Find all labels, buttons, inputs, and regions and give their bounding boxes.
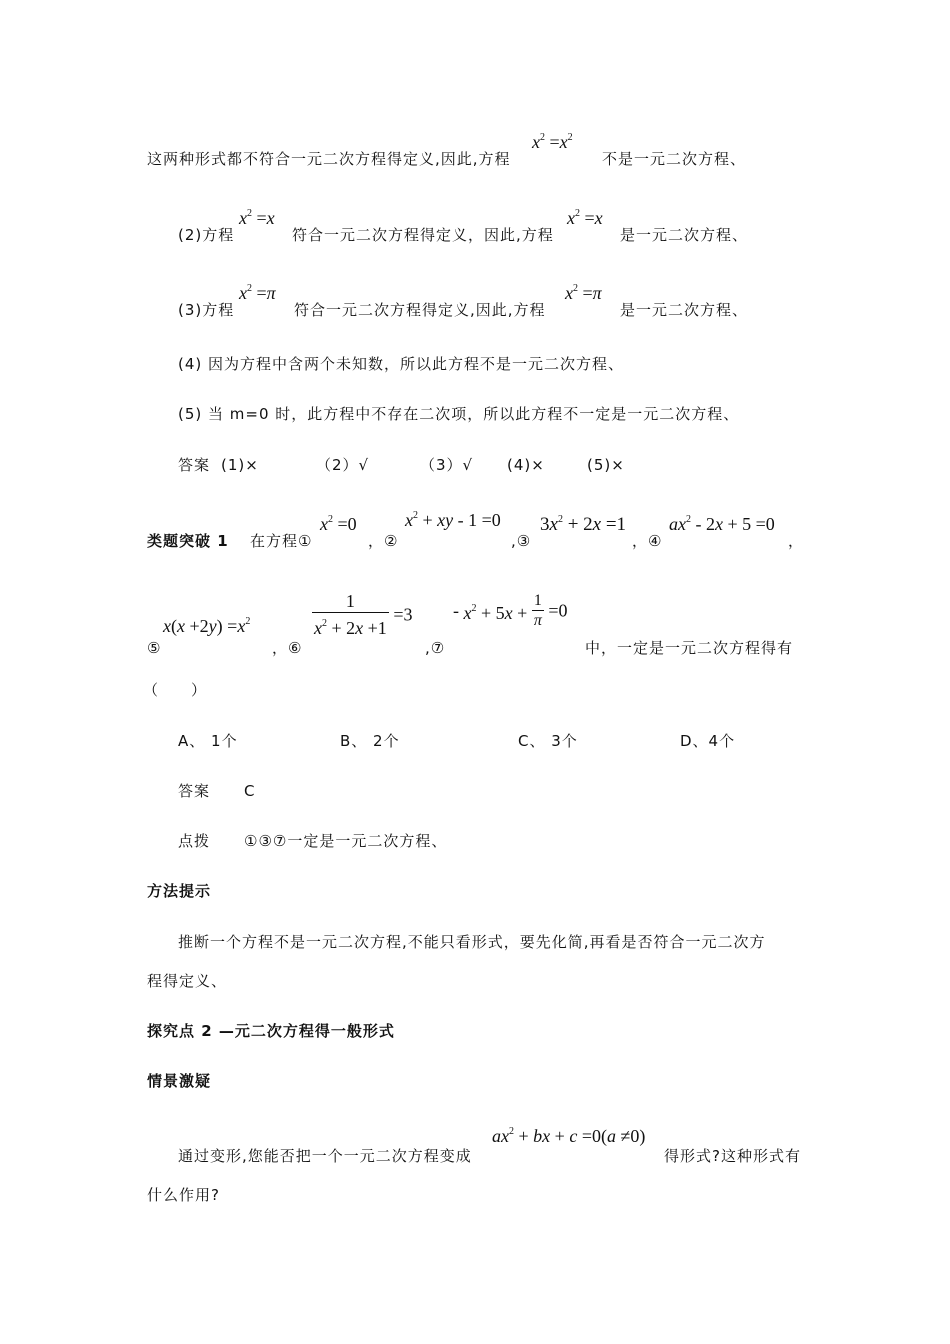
text-line-2a: (2)方程 [178, 226, 235, 244]
explore-paragraph-1b: 得形式?这种形式有 [664, 1147, 801, 1165]
answer-4: (4)× [507, 456, 545, 474]
method-paragraph-1: 推断一个方程不是一元二次方程,不能只看形式，要先化简,再看是否符合一元二次方 [178, 933, 766, 951]
answer-2: （2）√ [316, 456, 370, 474]
formula-eq1: $x^2 =0$ [320, 514, 357, 534]
answer-1: (1)× [221, 456, 259, 474]
formula-eq3: $3x^2 + 2x =1$ [540, 514, 627, 535]
exercise-sep-4: ，④ [632, 532, 663, 550]
explore-subtitle: 情景激疑 [147, 1072, 212, 1090]
formula-eq5: $x(x +2y) =x^2$ [163, 616, 251, 636]
text-line-3c: 是一元二次方程、 [620, 301, 749, 319]
exercise-tail: 中，一定是一元二次方程得有 [585, 639, 794, 657]
exercise-comma-end: ， [788, 532, 805, 550]
formula-general-form: $ax^2$ + bx + c =0(a ≠0) [492, 1126, 646, 1146]
text-line-3a: (3)方程 [178, 301, 235, 319]
exercise-paren: （ ） [143, 681, 208, 699]
exercise-sep-2: ，② [368, 532, 399, 550]
explore-title: 探究点 2 —元二次方程得一般形式 [147, 1022, 395, 1040]
exercise-title: 类题突破 1 [147, 532, 229, 550]
text-line-2c: 是一元二次方程、 [620, 226, 749, 244]
text-line-1-end: 不是一元二次方程、 [602, 150, 747, 168]
exercise-sep-7: ,⑦ [425, 639, 446, 657]
exercise-sep-3: ,③ [511, 532, 532, 550]
method-paragraph-2: 程得定义、 [147, 972, 228, 990]
answer-3: （3）√ [420, 456, 474, 474]
formula-eq7: - $x^2 + 5x$ + $\frac{1}{\pi}$ =0 [453, 592, 568, 629]
exercise-answer-label: 答案 [178, 782, 211, 800]
answer-label: 答案 [178, 456, 211, 474]
text-line-2b: 符合一元二次方程得定义，因此,方程 [292, 226, 554, 244]
text-line-1: 这两种形式都不符合一元二次方程得定义,因此,方程 [147, 150, 511, 168]
formula-x2-eq-pi-b: $x^2 =\pi$ [565, 283, 602, 303]
formula-x2-eq-x-b: $x^2 =x$ [567, 208, 603, 228]
option-d: D、4个 [680, 732, 736, 750]
explore-paragraph-1a: 通过变形,您能否把一个一元二次方程变成 [178, 1147, 472, 1165]
method-title: 方法提示 [147, 882, 212, 900]
exercise-answer: C [244, 782, 256, 800]
option-c: C、 3个 [518, 732, 578, 750]
option-a: A、 1个 [178, 732, 238, 750]
explore-paragraph-2: 什么作用? [147, 1186, 220, 1204]
exercise-intro: 在方程① [250, 532, 313, 550]
exercise-sep-6: ，⑥ [272, 639, 303, 657]
exercise-num-5: ⑤ [147, 639, 162, 657]
text-line-3b: 符合一元二次方程得定义,因此,方程 [294, 301, 546, 319]
formula-eq4: $ax^2 - 2x + 5 =0$ [669, 514, 775, 534]
exercise-hint: ①③⑦一定是一元二次方程、 [244, 832, 448, 850]
formula-eq6: $\frac{1}{x^2 + 2x +1}$ =3 [314, 591, 413, 638]
option-b: B、 2个 [340, 732, 400, 750]
formula-x2-eq-pi-a: $x^2 =\pi$ [239, 283, 276, 303]
exercise-hint-label: 点拨 [178, 832, 211, 850]
text-line-4: (4) 因为方程中含两个未知数，所以此方程不是一元二次方程、 [178, 355, 625, 373]
formula-x2-eq-x2: $x^2 =x^2$ [532, 132, 573, 152]
text-line-5: (5) 当 m=0 时，此方程中不存在二次项，所以此方程不一定是一元二次方程、 [178, 405, 740, 423]
formula-eq2: $x^2$ + xy - 1 =0 [405, 510, 501, 530]
formula-x2-eq-x-a: $x^2 =x$ [239, 208, 275, 228]
answer-5: (5)× [587, 456, 625, 474]
